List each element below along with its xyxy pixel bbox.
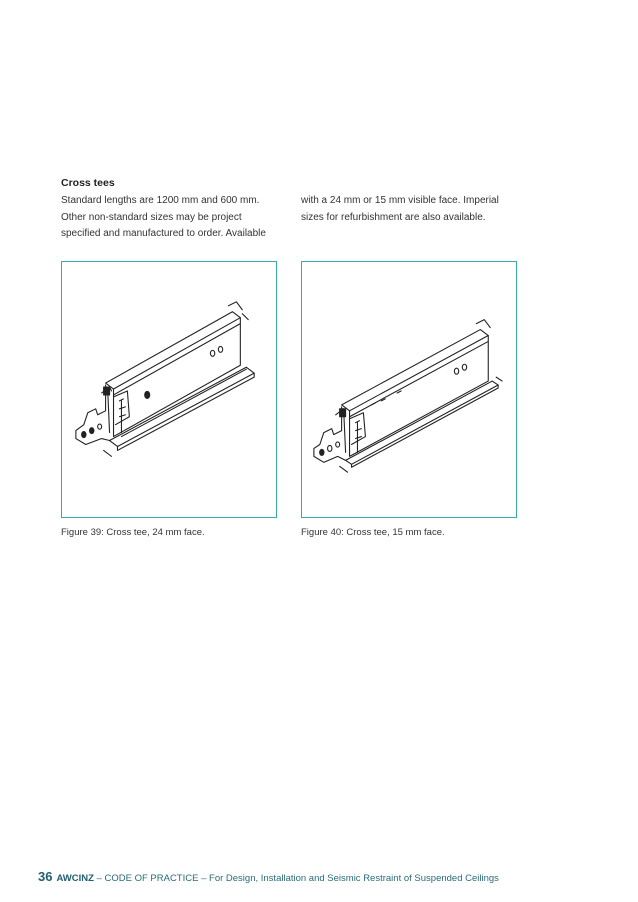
page-number: 36 — [38, 869, 53, 884]
section-heading: Cross tees — [61, 177, 115, 189]
figure-40-frame — [301, 261, 517, 518]
body-line: sizes for refurbishment are also available. — [301, 211, 486, 223]
body-line: Standard lengths are 1200 mm and 600 mm. — [61, 195, 260, 206]
body-text-left-column — [61, 193, 283, 243]
footer-title: – CODE OF PRACTICE – For Design, Installation and Seismic Restraint of Suspended Ceilings — [93, 873, 499, 884]
body-line: Other non-standard sizes may be project — [61, 211, 242, 223]
figure-39-caption: Figure 39: Cross tee, 24 mm face. — [61, 527, 205, 538]
body-text-right-column — [301, 193, 523, 226]
footer-org: AWCINZ — [56, 873, 94, 884]
body-line: with a 24 mm or 15 mm visible face. Imperial — [301, 195, 499, 206]
cross-tee-15mm-illustration — [302, 262, 516, 517]
figure-39-frame — [61, 261, 277, 518]
body-line: specified and manufactured to order. Available — [61, 228, 266, 239]
page-footer — [38, 869, 499, 884]
cross-tee-24mm-illustration — [62, 262, 276, 517]
figure-40-caption: Figure 40: Cross tee, 15 mm face. — [301, 527, 445, 538]
